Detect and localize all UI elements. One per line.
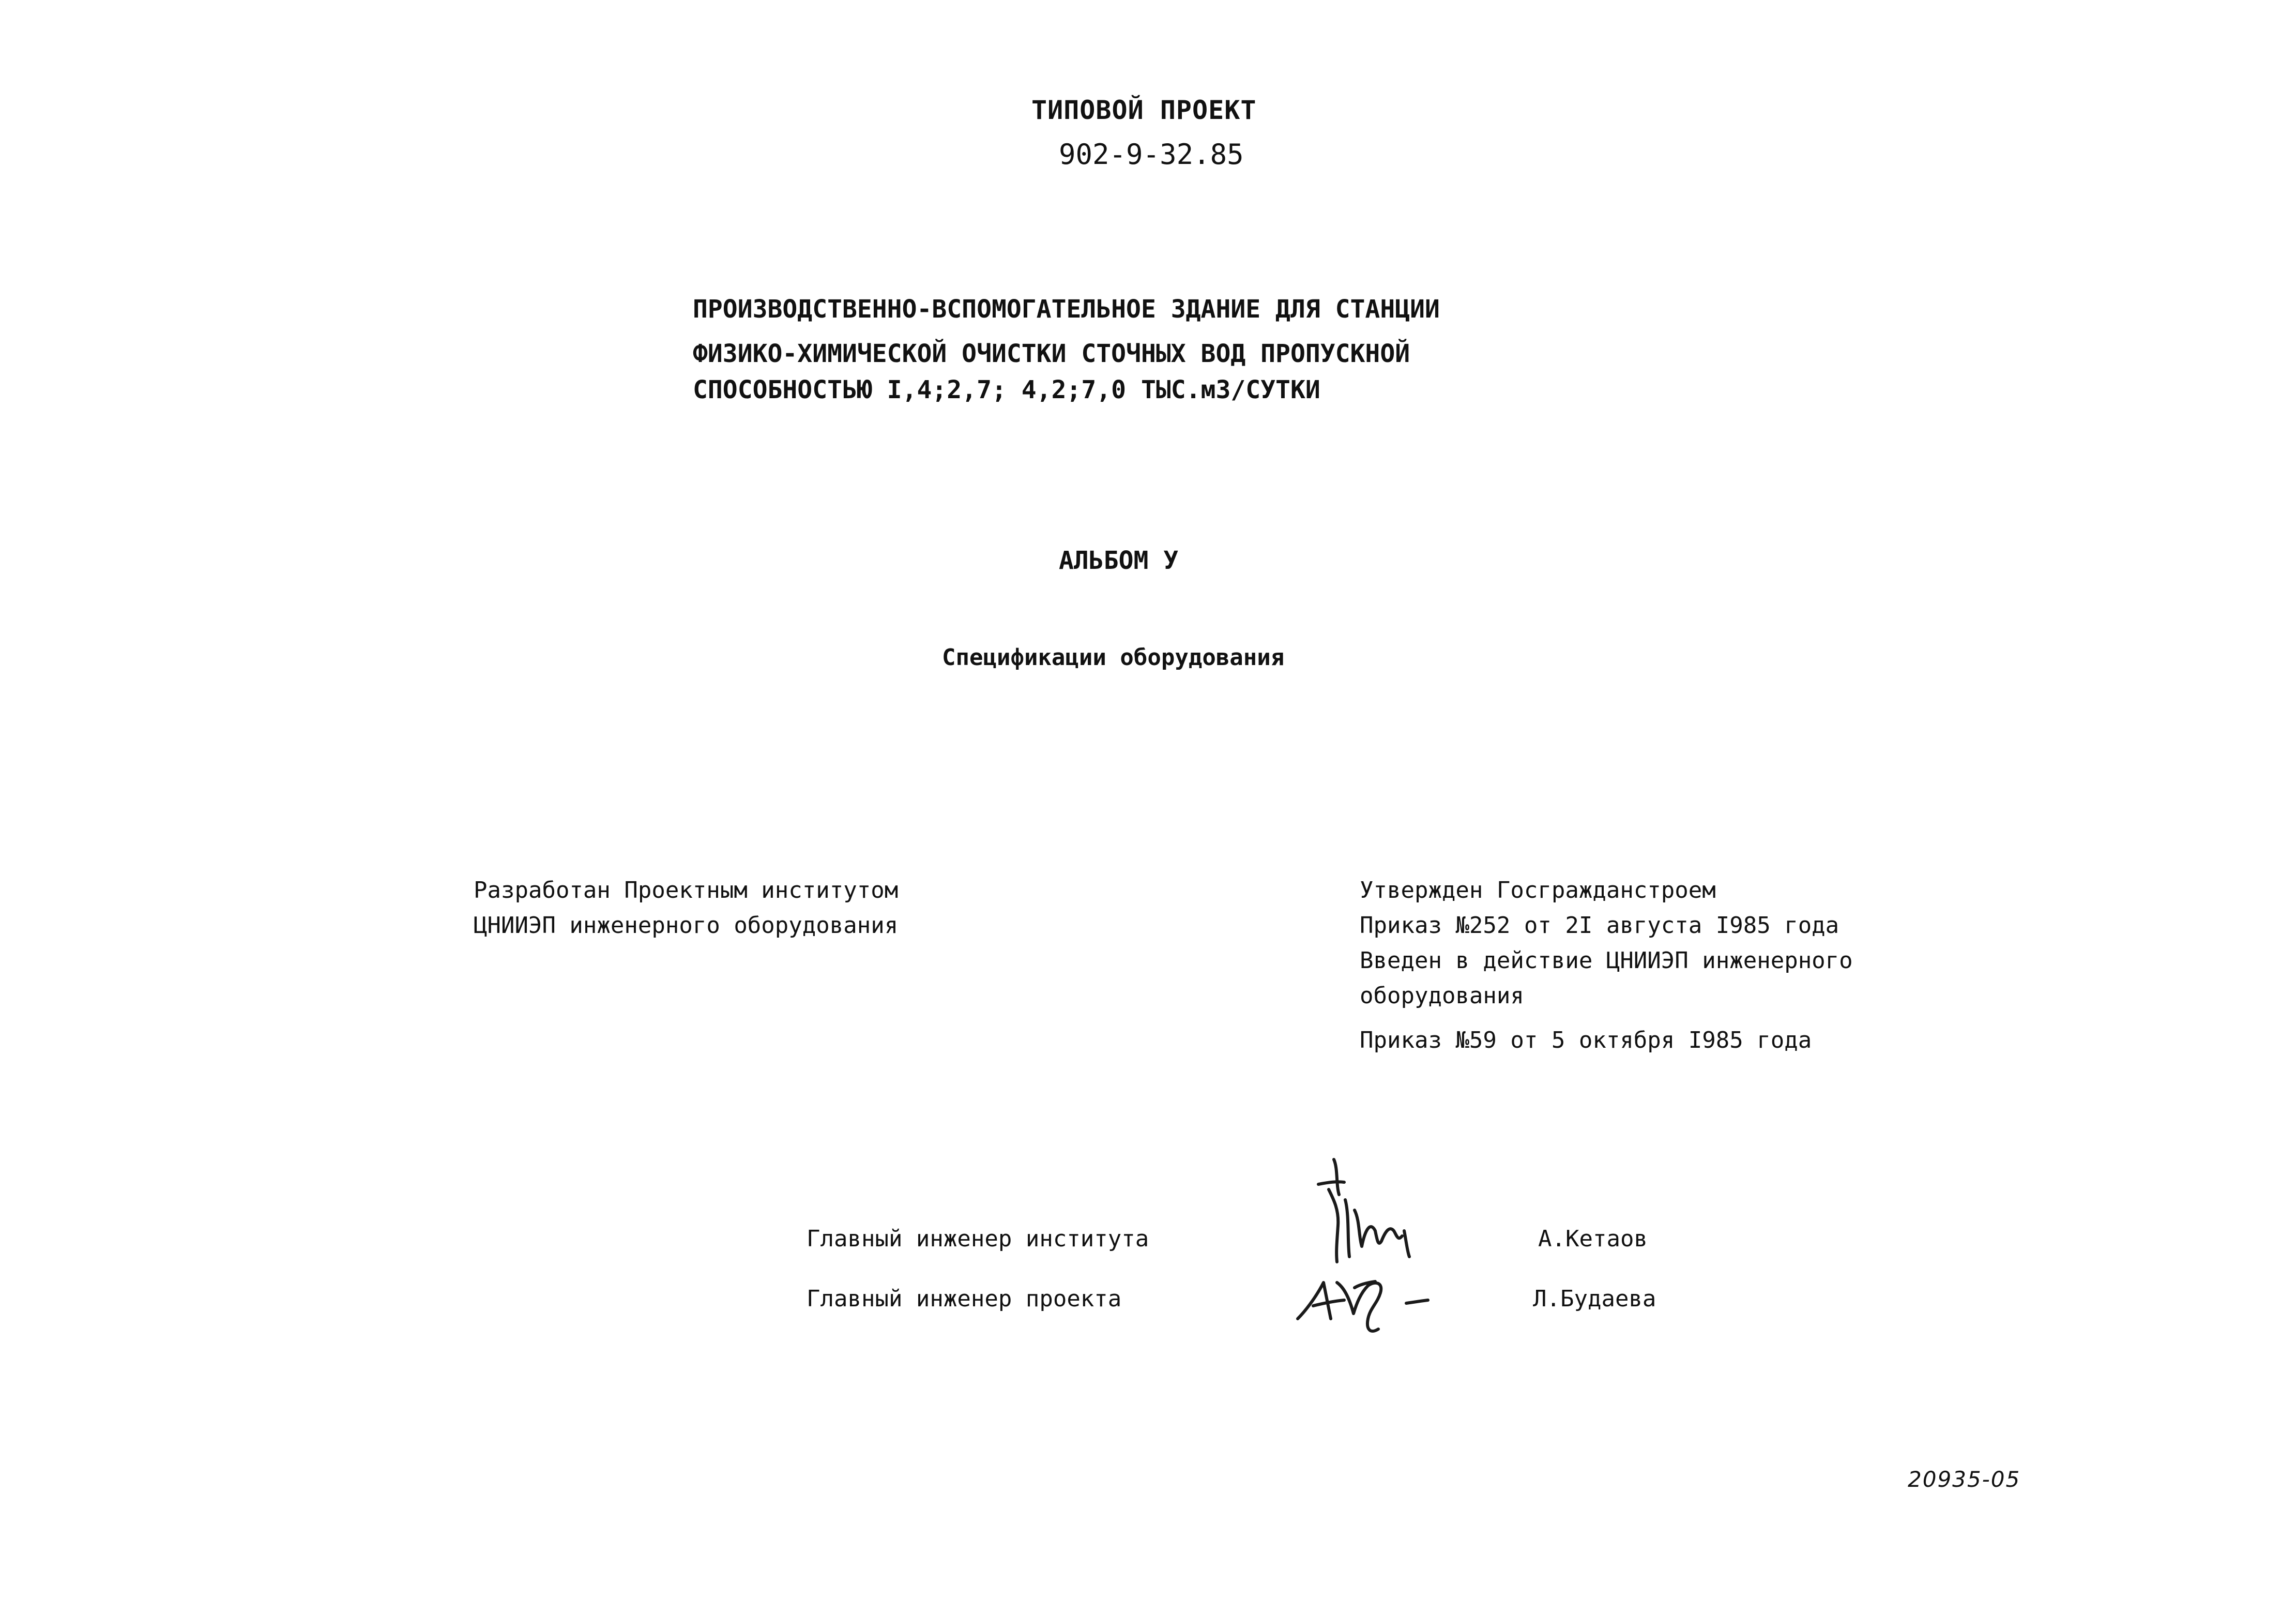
- album-title: АЛЬБОМ У: [1059, 546, 1179, 575]
- developer-line-2: ЦНИИЭП инженерного оборудования: [474, 912, 899, 939]
- document-type-label: ТИПОВОЙ ПРОЕКТ: [1031, 95, 1257, 125]
- subject-line-2: ФИЗИКО-ХИМИЧЕСКОЙ ОЧИСТКИ СТОЧНЫХ ВОД ПРОПУСКНОЙ: [693, 339, 1410, 368]
- approval-line-4: оборудования: [1360, 983, 1524, 1009]
- archive-number: 20935-05: [1908, 1467, 2021, 1492]
- project-number: 902-9-32.85: [1059, 138, 1244, 171]
- approval-line-5: Приказ №59 от 5 октября I985 года: [1360, 1027, 1812, 1053]
- album-subtitle: Спецификации оборудования: [942, 644, 1285, 671]
- signatory-role-1: Главный инженер института: [807, 1226, 1149, 1252]
- signatory-role-2: Главный инженер проекта: [807, 1286, 1122, 1312]
- subject-line-1: ПРОИЗВОДСТВЕННО-ВСПОМОГАТЕЛЬНОЕ ЗДАНИЕ ДЛЯ СТАНЦИИ: [693, 295, 1440, 324]
- signature-2-image: [1293, 1252, 1437, 1339]
- approval-line-1: Утвержден Госгражданстроем: [1360, 877, 1716, 903]
- signatory-name-1: А.Кетаов: [1538, 1226, 1648, 1252]
- developer-line-1: Разработан Проектным институтом: [474, 877, 899, 903]
- signatory-name-2: Л.Будаева: [1533, 1286, 1656, 1312]
- subject-line-3: СПОСОБНОСТЬЮ I,4;2,7; 4,2;7,0 ТЫС.м3/СУТКИ: [693, 375, 1320, 404]
- approval-line-2: Приказ №252 от 2I августа I985 года: [1360, 912, 1839, 939]
- approval-line-3: Введен в действие ЦНИИЭП инженерного: [1360, 947, 1853, 974]
